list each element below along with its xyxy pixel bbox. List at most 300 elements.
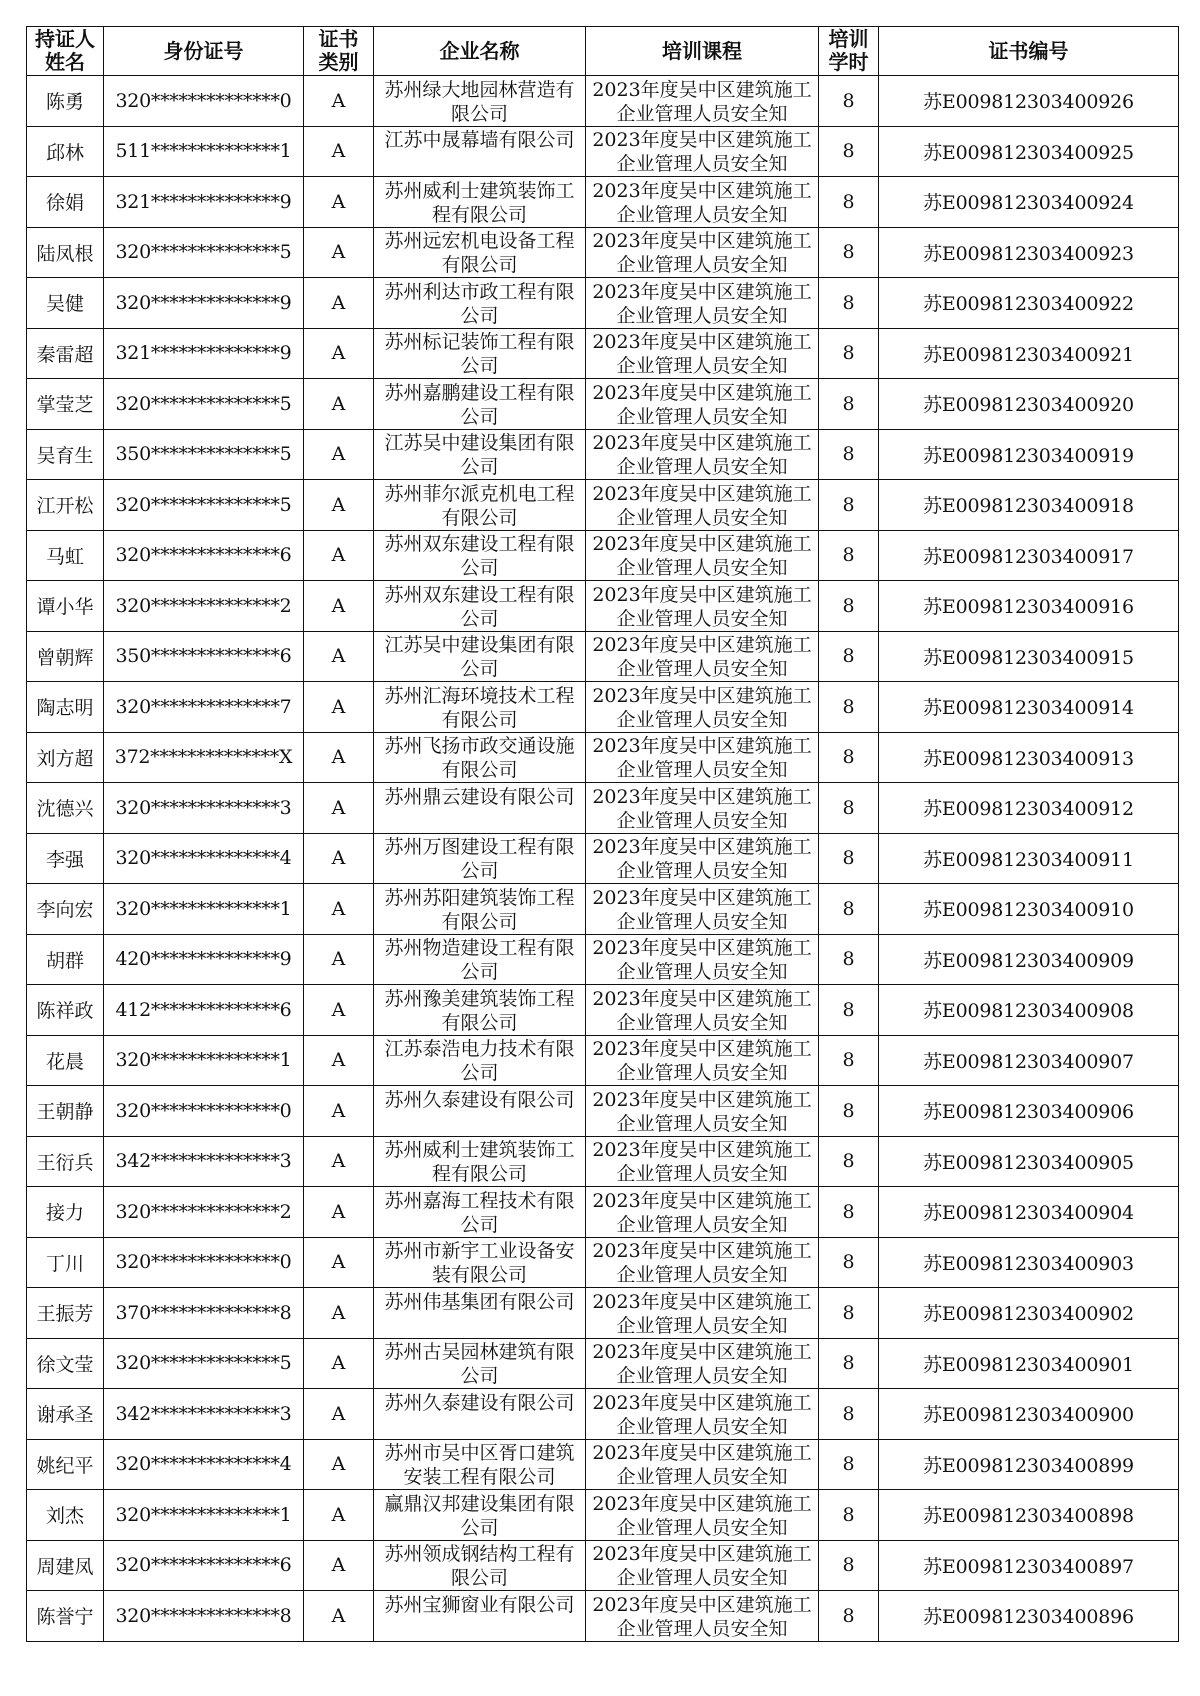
cert-type-cell: A: [304, 732, 374, 783]
course-cell: [586, 1338, 819, 1389]
company-cell-text: 苏州市吴中区胥口建筑安装工程有限公司: [384, 1442, 575, 1489]
header-cert-type: [304, 27, 374, 76]
header-holder-line1: 持证人: [35, 27, 95, 51]
holder-name-cell: 王振芳: [27, 1288, 104, 1339]
course-cell: [586, 833, 819, 884]
cert-number-cell: 苏E009812303400898: [879, 1490, 1179, 1541]
holder-name-cell: 周建凤: [27, 1540, 104, 1591]
cert-type-cell: A: [304, 76, 374, 127]
holder-name-cell: 花晨: [27, 1035, 104, 1086]
table-row: [27, 429, 1179, 480]
course-cell-text: 2023年度吴中区建筑施工企业管理人员安全知: [592, 1290, 812, 1337]
company-cell-text: 苏州领成钢结构工程有限公司: [384, 1543, 575, 1590]
id-number-cell: 320**************1: [104, 1490, 304, 1541]
company-cell: [374, 934, 586, 985]
cert-number-cell: 苏E009812303400925: [879, 126, 1179, 177]
cert-type-cell: A: [304, 985, 374, 1036]
course-cell: [586, 1035, 819, 1086]
company-cell-text: 苏州双东建设工程有限公司: [384, 533, 575, 580]
hours-cell: 8: [819, 530, 879, 581]
course-cell: [586, 985, 819, 1036]
course-cell-text: 2023年度吴中区建筑施工企业管理人员安全知: [592, 179, 812, 226]
course-cell: [586, 581, 819, 632]
hours-cell: 8: [819, 581, 879, 632]
holder-name-cell: 邱林: [27, 126, 104, 177]
table-row: [27, 328, 1179, 379]
cert-number-cell: 苏E009812303400907: [879, 1035, 1179, 1086]
holder-name-cell: 徐娟: [27, 177, 104, 228]
cert-number-cell: 苏E009812303400917: [879, 530, 1179, 581]
company-cell: [374, 1086, 586, 1137]
id-number-cell: 372**************X: [104, 732, 304, 783]
header-course: 培训课程: [586, 27, 819, 76]
id-number-cell: 320**************5: [104, 1338, 304, 1389]
header-company: 企业名称: [374, 27, 586, 76]
company-cell: [374, 1591, 586, 1642]
hours-cell: 8: [819, 1136, 879, 1187]
company-cell: [374, 1288, 586, 1339]
course-cell-text: 2023年度吴中区建筑施工企业管理人员安全知: [592, 735, 812, 782]
company-cell: [374, 278, 586, 329]
company-cell-text: 江苏中晟幕墙有限公司: [384, 129, 575, 152]
id-number-cell: 420**************9: [104, 934, 304, 985]
cert-type-cell: A: [304, 833, 374, 884]
course-cell: [586, 480, 819, 531]
company-cell-text: 赢鼎汉邦建设集团有限公司: [384, 1492, 575, 1539]
course-cell-text: 2023年度吴中区建筑施工企业管理人员安全知: [592, 1088, 812, 1135]
id-number-cell: 342**************3: [104, 1136, 304, 1187]
holder-name-cell: 接力: [27, 1187, 104, 1238]
company-cell-text: 江苏吴中建设集团有限公司: [384, 634, 575, 681]
header-id-number: 身份证号: [104, 27, 304, 76]
hours-cell: 8: [819, 1035, 879, 1086]
cert-number-cell: 苏E009812303400915: [879, 631, 1179, 682]
company-cell: [374, 985, 586, 1036]
cert-type-cell: A: [304, 1490, 374, 1541]
company-cell-text: 苏州宝狮窗业有限公司: [384, 1593, 575, 1616]
course-cell-text: 2023年度吴中区建筑施工企业管理人员安全知: [592, 1492, 812, 1539]
table-row: [27, 126, 1179, 177]
table-row: [27, 581, 1179, 632]
hours-cell: 8: [819, 985, 879, 1036]
hours-cell: 8: [819, 1338, 879, 1389]
cert-type-cell: A: [304, 934, 374, 985]
course-cell-text: 2023年度吴中区建筑施工企业管理人员安全知: [592, 583, 812, 630]
course-cell: [586, 1490, 819, 1541]
course-cell: [586, 1086, 819, 1137]
id-number-cell: 320**************0: [104, 1086, 304, 1137]
company-cell-text: 江苏吴中建设集团有限公司: [384, 432, 575, 479]
holder-name-cell: 谢承圣: [27, 1389, 104, 1440]
cert-number-cell: 苏E009812303400897: [879, 1540, 1179, 1591]
header-hours-line2: 学时: [828, 50, 869, 74]
cert-type-cell: A: [304, 1288, 374, 1339]
cert-number-cell: 苏E009812303400911: [879, 833, 1179, 884]
company-cell-text: 苏州汇海环境技术工程有限公司: [384, 684, 575, 731]
company-cell: [374, 1237, 586, 1288]
header-holder-line2: 姓名: [45, 50, 85, 74]
company-cell: [374, 379, 586, 430]
cert-type-cell: A: [304, 429, 374, 480]
company-cell-text: 苏州威利士建筑装饰工程有限公司: [384, 179, 575, 226]
certificate-table: [26, 26, 1179, 1642]
table-row: [27, 1288, 1179, 1339]
hours-cell: 8: [819, 480, 879, 531]
id-number-cell: 320**************5: [104, 227, 304, 278]
cert-number-cell: 苏E009812303400912: [879, 783, 1179, 834]
course-cell: [586, 429, 819, 480]
cert-type-cell: A: [304, 1035, 374, 1086]
cert-number-cell: 苏E009812303400916: [879, 581, 1179, 632]
hours-cell: 8: [819, 1540, 879, 1591]
holder-name-cell: 陈誉宁: [27, 1591, 104, 1642]
table-row: [27, 1035, 1179, 1086]
course-cell: [586, 227, 819, 278]
table-row: [27, 1490, 1179, 1541]
company-cell: [374, 1490, 586, 1541]
company-cell: [374, 429, 586, 480]
header-hours: [819, 27, 879, 76]
holder-name-cell: 沈德兴: [27, 783, 104, 834]
id-number-cell: 320**************3: [104, 783, 304, 834]
id-number-cell: 320**************0: [104, 76, 304, 127]
holder-name-cell: 王衍兵: [27, 1136, 104, 1187]
course-cell: [586, 328, 819, 379]
course-cell: [586, 732, 819, 783]
course-cell-text: 2023年度吴中区建筑施工企业管理人员安全知: [592, 1341, 812, 1388]
cert-type-cell: A: [304, 480, 374, 531]
company-cell-text: 苏州菲尔派克机电工程有限公司: [384, 482, 575, 529]
cert-type-cell: A: [304, 126, 374, 177]
holder-name-cell: 王朝静: [27, 1086, 104, 1137]
course-cell-text: 2023年度吴中区建筑施工企业管理人员安全知: [592, 987, 812, 1034]
company-cell-text: 苏州物造建设工程有限公司: [384, 937, 575, 984]
cert-number-cell: 苏E009812303400901: [879, 1338, 1179, 1389]
hours-cell: 8: [819, 76, 879, 127]
cert-type-cell: A: [304, 177, 374, 228]
course-cell-text: 2023年度吴中区建筑施工企业管理人员安全知: [592, 1442, 812, 1489]
course-cell: [586, 1237, 819, 1288]
holder-name-cell: 刘方超: [27, 732, 104, 783]
hours-cell: 8: [819, 177, 879, 228]
course-cell-text: 2023年度吴中区建筑施工企业管理人员安全知: [592, 432, 812, 479]
holder-name-cell: 陶志明: [27, 682, 104, 733]
cert-number-cell: 苏E009812303400902: [879, 1288, 1179, 1339]
table-row: [27, 682, 1179, 733]
course-cell: [586, 1288, 819, 1339]
course-cell: [586, 631, 819, 682]
hours-cell: 8: [819, 682, 879, 733]
hours-cell: 8: [819, 227, 879, 278]
hours-cell: 8: [819, 783, 879, 834]
hours-cell: 8: [819, 1288, 879, 1339]
course-cell: [586, 682, 819, 733]
hours-cell: 8: [819, 1237, 879, 1288]
id-number-cell: 320**************1: [104, 1035, 304, 1086]
hours-cell: 8: [819, 1439, 879, 1490]
company-cell-text: 苏州远宏机电设备工程有限公司: [384, 230, 575, 277]
company-cell: [374, 732, 586, 783]
company-cell-text: 苏州苏阳建筑装饰工程有限公司: [384, 886, 575, 933]
company-cell: [374, 530, 586, 581]
cert-type-cell: A: [304, 530, 374, 581]
hours-cell: 8: [819, 1086, 879, 1137]
id-number-cell: 320**************9: [104, 278, 304, 329]
table-row: [27, 227, 1179, 278]
cert-type-cell: A: [304, 1439, 374, 1490]
id-number-cell: 350**************5: [104, 429, 304, 480]
course-cell: [586, 177, 819, 228]
table-row: [27, 1591, 1179, 1642]
cert-type-cell: A: [304, 328, 374, 379]
course-cell: [586, 1136, 819, 1187]
cert-number-cell: 苏E009812303400926: [879, 76, 1179, 127]
cert-type-cell: A: [304, 1136, 374, 1187]
company-cell-text: 苏州利达市政工程有限公司: [384, 280, 575, 327]
cert-type-cell: A: [304, 278, 374, 329]
holder-name-cell: 徐文莹: [27, 1338, 104, 1389]
cert-number-cell: 苏E009812303400900: [879, 1389, 1179, 1440]
company-cell: [374, 1035, 586, 1086]
cert-type-cell: A: [304, 1187, 374, 1238]
cert-number-cell: 苏E009812303400922: [879, 278, 1179, 329]
course-cell: [586, 884, 819, 935]
hours-cell: 8: [819, 934, 879, 985]
cert-type-cell: A: [304, 1086, 374, 1137]
course-cell: [586, 1540, 819, 1591]
hours-cell: 8: [819, 732, 879, 783]
company-cell-text: 苏州伟基集团有限公司: [384, 1290, 575, 1313]
company-cell: [374, 1338, 586, 1389]
company-cell-text: 苏州飞扬市政交通设施有限公司: [384, 735, 575, 782]
table-row: [27, 1439, 1179, 1490]
cert-number-cell: 苏E009812303400906: [879, 1086, 1179, 1137]
id-number-cell: 320**************8: [104, 1591, 304, 1642]
course-cell: [586, 278, 819, 329]
id-number-cell: 320**************2: [104, 581, 304, 632]
id-number-cell: 320**************4: [104, 833, 304, 884]
table-row: [27, 530, 1179, 581]
holder-name-cell: 吴健: [27, 278, 104, 329]
id-number-cell: 320**************4: [104, 1439, 304, 1490]
table-row: [27, 1237, 1179, 1288]
hours-cell: 8: [819, 278, 879, 329]
holder-name-cell: 谭小华: [27, 581, 104, 632]
id-number-cell: 321**************9: [104, 328, 304, 379]
id-number-cell: 412**************6: [104, 985, 304, 1036]
company-cell: [374, 177, 586, 228]
holder-name-cell: 李向宏: [27, 884, 104, 935]
holder-name-cell: 胡群: [27, 934, 104, 985]
course-cell-text: 2023年度吴中区建筑施工企业管理人员安全知: [592, 836, 812, 883]
course-cell-text: 2023年度吴中区建筑施工企业管理人员安全知: [592, 381, 812, 428]
cert-number-cell: 苏E009812303400914: [879, 682, 1179, 733]
header-row: [27, 27, 1179, 76]
table-row: [27, 379, 1179, 430]
table-row: [27, 1338, 1179, 1389]
cert-number-cell: 苏E009812303400909: [879, 934, 1179, 985]
holder-name-cell: 陈祥政: [27, 985, 104, 1036]
holder-name-cell: 陈勇: [27, 76, 104, 127]
cert-number-cell: 苏E009812303400920: [879, 379, 1179, 430]
table-row: [27, 1389, 1179, 1440]
id-number-cell: 342**************3: [104, 1389, 304, 1440]
course-cell: [586, 1187, 819, 1238]
company-cell: [374, 480, 586, 531]
cert-type-cell: A: [304, 379, 374, 430]
hours-cell: 8: [819, 1490, 879, 1541]
table-row: [27, 631, 1179, 682]
holder-name-cell: 丁川: [27, 1237, 104, 1288]
cert-type-cell: A: [304, 783, 374, 834]
holder-name-cell: 陆凤根: [27, 227, 104, 278]
cert-number-cell: 苏E009812303400903: [879, 1237, 1179, 1288]
holder-name-cell: 马虹: [27, 530, 104, 581]
cert-type-cell: A: [304, 581, 374, 632]
company-cell: [374, 126, 586, 177]
hours-cell: 8: [819, 631, 879, 682]
cert-number-cell: 苏E009812303400904: [879, 1187, 1179, 1238]
course-cell: [586, 126, 819, 177]
course-cell-text: 2023年度吴中区建筑施工企业管理人员安全知: [592, 886, 812, 933]
table-row: [27, 1136, 1179, 1187]
company-cell-text: 苏州久泰建设有限公司: [384, 1088, 575, 1111]
hours-cell: 8: [819, 1389, 879, 1440]
header-type-line1: 证书: [318, 27, 359, 51]
holder-name-cell: 刘杰: [27, 1490, 104, 1541]
id-number-cell: 320**************0: [104, 1237, 304, 1288]
holder-name-cell: 掌莹芝: [27, 379, 104, 430]
table-row: [27, 934, 1179, 985]
course-cell-text: 2023年度吴中区建筑施工企业管理人员安全知: [592, 230, 812, 277]
company-cell-text: 苏州古吴园林建筑有限公司: [384, 1341, 575, 1388]
cert-type-cell: A: [304, 227, 374, 278]
company-cell: [374, 1136, 586, 1187]
company-cell: [374, 1389, 586, 1440]
course-cell-text: 2023年度吴中区建筑施工企业管理人员安全知: [592, 634, 812, 681]
course-cell-text: 2023年度吴中区建筑施工企业管理人员安全知: [592, 684, 812, 731]
course-cell: [586, 530, 819, 581]
hours-cell: 8: [819, 833, 879, 884]
course-cell-text: 2023年度吴中区建筑施工企业管理人员安全知: [592, 1139, 812, 1186]
id-number-cell: 320**************6: [104, 1540, 304, 1591]
hours-cell: 8: [819, 1591, 879, 1642]
course-cell: [586, 934, 819, 985]
cert-type-cell: A: [304, 1389, 374, 1440]
cert-number-cell: 苏E009812303400918: [879, 480, 1179, 531]
table-row: [27, 884, 1179, 935]
company-cell-text: 江苏泰浩电力技术有限公司: [384, 1038, 575, 1085]
hours-cell: 8: [819, 379, 879, 430]
hours-cell: 8: [819, 328, 879, 379]
company-cell: [374, 328, 586, 379]
company-cell: [374, 884, 586, 935]
company-cell-text: 苏州嘉鹏建设工程有限公司: [384, 381, 575, 428]
header-cert-number: 证书编号: [879, 27, 1179, 76]
course-cell-text: 2023年度吴中区建筑施工企业管理人员安全知: [592, 1189, 812, 1236]
holder-name-cell: 吴育生: [27, 429, 104, 480]
cert-type-cell: A: [304, 1540, 374, 1591]
company-cell: [374, 1439, 586, 1490]
company-cell-text: 苏州双东建设工程有限公司: [384, 583, 575, 630]
holder-name-cell: 秦雷超: [27, 328, 104, 379]
course-cell-text: 2023年度吴中区建筑施工企业管理人员安全知: [592, 129, 812, 176]
company-cell-text: 苏州久泰建设有限公司: [384, 1391, 575, 1414]
company-cell-text: 苏州鼎云建设有限公司: [384, 785, 575, 808]
header-type-line2: 类别: [318, 50, 359, 74]
cert-type-cell: A: [304, 1591, 374, 1642]
id-number-cell: 321**************9: [104, 177, 304, 228]
course-cell: [586, 379, 819, 430]
company-cell-text: 苏州嘉海工程技术有限公司: [384, 1189, 575, 1236]
course-cell-text: 2023年度吴中区建筑施工企业管理人员安全知: [592, 482, 812, 529]
course-cell-text: 2023年度吴中区建筑施工企业管理人员安全知: [592, 533, 812, 580]
table-row: [27, 1187, 1179, 1238]
company-cell: [374, 581, 586, 632]
table-row: [27, 1540, 1179, 1591]
cert-type-cell: A: [304, 884, 374, 935]
course-cell: [586, 783, 819, 834]
table-row: [27, 278, 1179, 329]
table-body: [27, 76, 1179, 1642]
id-number-cell: 511**************1: [104, 126, 304, 177]
holder-name-cell: 姚纪平: [27, 1439, 104, 1490]
course-cell-text: 2023年度吴中区建筑施工企业管理人员安全知: [592, 280, 812, 327]
company-cell-text: 苏州市新宇工业设备安装有限公司: [384, 1240, 575, 1287]
cert-number-cell: 苏E009812303400923: [879, 227, 1179, 278]
company-cell: [374, 1187, 586, 1238]
course-cell-text: 2023年度吴中区建筑施工企业管理人员安全知: [592, 1543, 812, 1590]
company-cell: [374, 833, 586, 884]
course-cell-text: 2023年度吴中区建筑施工企业管理人员安全知: [592, 1038, 812, 1085]
hours-cell: 8: [819, 1187, 879, 1238]
company-cell-text: 苏州万图建设工程有限公司: [384, 836, 575, 883]
company-cell: [374, 631, 586, 682]
table-row: [27, 76, 1179, 127]
cert-number-cell: 苏E009812303400908: [879, 985, 1179, 1036]
course-cell-text: 2023年度吴中区建筑施工企业管理人员安全知: [592, 1391, 812, 1438]
table-row: [27, 480, 1179, 531]
company-cell-text: 苏州绿大地园林营造有限公司: [384, 78, 575, 125]
company-cell-text: 苏州标记装饰工程有限公司: [384, 331, 575, 378]
course-cell: [586, 1591, 819, 1642]
cert-number-cell: 苏E009812303400896: [879, 1591, 1179, 1642]
cert-number-cell: 苏E009812303400910: [879, 884, 1179, 935]
cert-number-cell: 苏E009812303400924: [879, 177, 1179, 228]
id-number-cell: 320**************5: [104, 379, 304, 430]
cert-number-cell: 苏E009812303400905: [879, 1136, 1179, 1187]
hours-cell: 8: [819, 429, 879, 480]
holder-name-cell: 曾朝辉: [27, 631, 104, 682]
id-number-cell: 370**************8: [104, 1288, 304, 1339]
course-cell-text: 2023年度吴中区建筑施工企业管理人员安全知: [592, 1593, 812, 1640]
id-number-cell: 350**************6: [104, 631, 304, 682]
hours-cell: 8: [819, 884, 879, 935]
cert-type-cell: A: [304, 1237, 374, 1288]
holder-name-cell: 江开松: [27, 480, 104, 531]
course-cell-text: 2023年度吴中区建筑施工企业管理人员安全知: [592, 78, 812, 125]
id-number-cell: 320**************2: [104, 1187, 304, 1238]
table-row: [27, 833, 1179, 884]
table-row: [27, 985, 1179, 1036]
table-row: [27, 1086, 1179, 1137]
table-row: [27, 732, 1179, 783]
course-cell-text: 2023年度吴中区建筑施工企业管理人员安全知: [592, 331, 812, 378]
id-number-cell: 320**************6: [104, 530, 304, 581]
header-hours-line1: 培训: [828, 27, 869, 51]
course-cell-text: 2023年度吴中区建筑施工企业管理人员安全知: [592, 937, 812, 984]
course-cell-text: 2023年度吴中区建筑施工企业管理人员安全知: [592, 1240, 812, 1287]
